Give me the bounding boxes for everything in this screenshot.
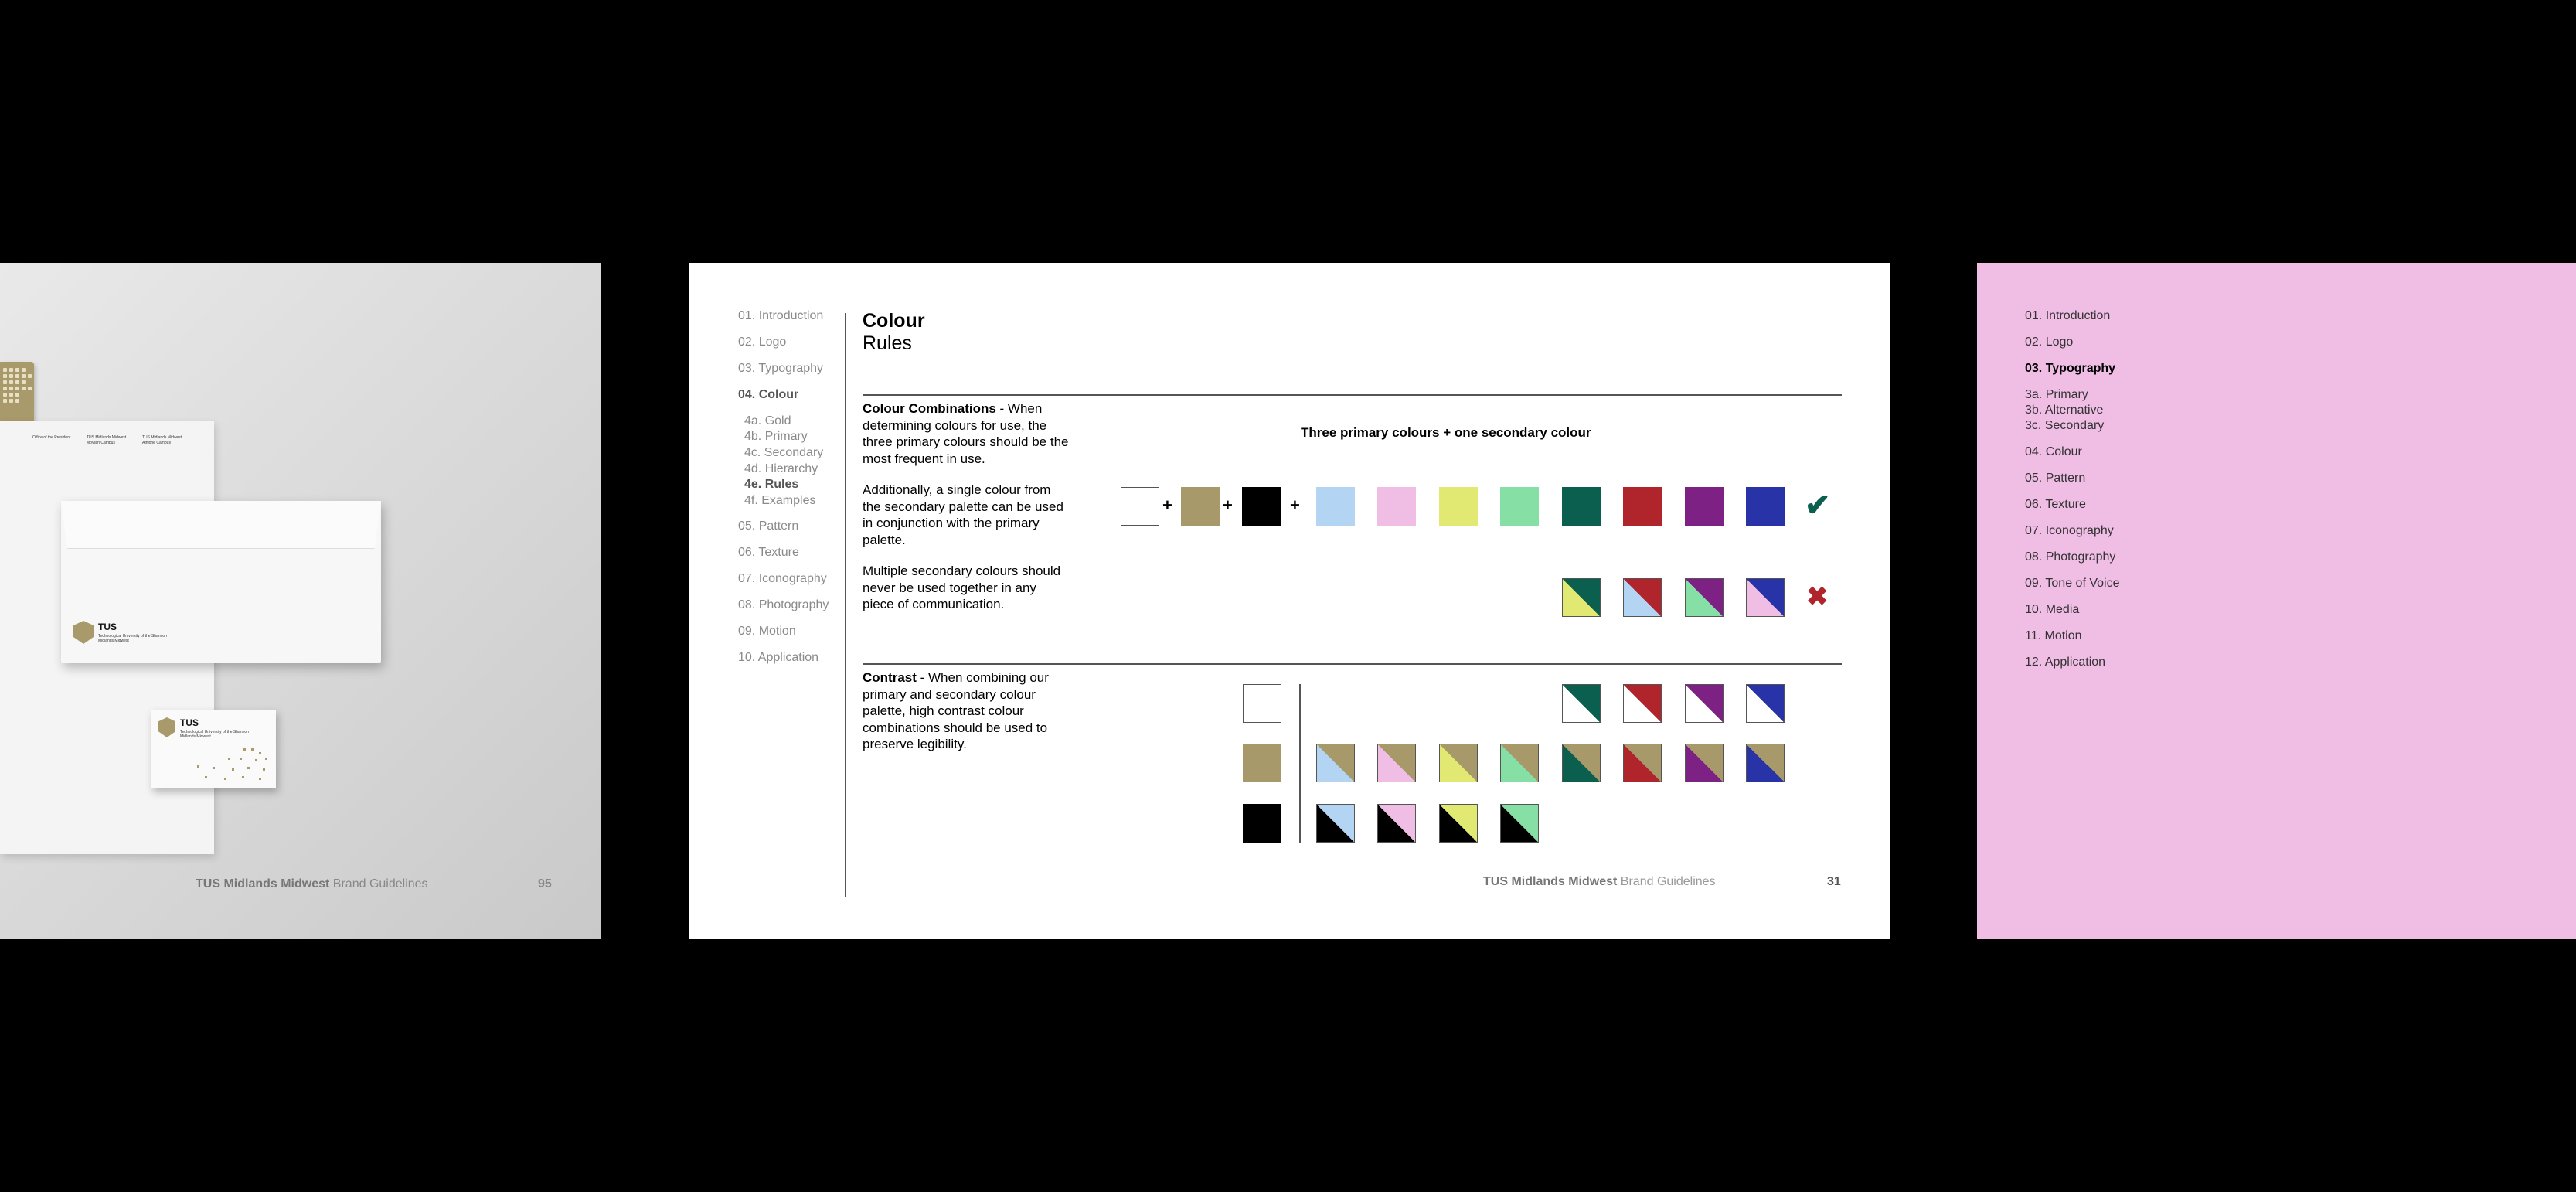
contrast-text: Contrast - When combining our primary and secondary colour palette, high contrast colour combinations should be used to preserve legibility.: [863, 670, 1049, 751]
previous-page[interactable]: [0, 263, 601, 939]
swatch-red-light-blue: [1623, 578, 1662, 617]
swatch-gold-red: [1623, 744, 1662, 782]
nav-item-application[interactable]: 10. Application: [738, 651, 819, 664]
nav-item-primary[interactable]: 4b. Primary: [744, 430, 808, 443]
nav-item-photography[interactable]: 08. Photography: [2025, 550, 2116, 564]
envelope-brand: TUS: [98, 622, 117, 632]
nav-item-gold[interactable]: 4a. Gold: [744, 414, 791, 427]
stationery-column: TUS Midlands Midwest Athlone Campus: [142, 435, 182, 445]
page-number: 31: [1827, 875, 1841, 888]
swatch-yellow: [1439, 487, 1478, 526]
swatch-blue: [1746, 487, 1785, 526]
nav-item-texture[interactable]: 06. Texture: [2025, 498, 2086, 511]
nav-item-texture[interactable]: 06. Texture: [738, 546, 799, 559]
nav-item-motion[interactable]: 09. Motion: [738, 625, 796, 638]
left-footer: TUS Midlands Midwest Brand Guidelines: [196, 877, 428, 891]
swatch-gold-yellow: [1439, 744, 1478, 782]
nav-item-examples[interactable]: 4f. Examples: [744, 494, 816, 507]
swatch-gold-pink: [1377, 744, 1416, 782]
envelope-address: Technological University of the Shannon Midlands Midwest: [98, 634, 167, 643]
nav-item-application[interactable]: 12. Application: [2025, 656, 2106, 669]
nav-item-hierarchy[interactable]: 4d. Hierarchy: [744, 462, 818, 475]
nav-item-typography[interactable]: 03. Typography: [738, 362, 824, 375]
page-subtitle: Rules: [863, 332, 912, 354]
stationery-column: Office of the President: [32, 435, 71, 440]
nav-item-secondary[interactable]: 3c. Secondary: [2025, 419, 2105, 432]
nav-item-logo[interactable]: 02. Logo: [2025, 335, 2074, 349]
swatch-mint-black: [1500, 804, 1539, 843]
swatch-gold-light-blue: [1316, 744, 1355, 782]
nav-item-alternative[interactable]: 3b. Alternative: [2025, 404, 2104, 417]
nav-item-photography[interactable]: 08. Photography: [738, 598, 829, 611]
envelope: [61, 501, 381, 663]
plus-icon: +: [1162, 496, 1172, 515]
current-page: [689, 263, 1890, 939]
envelope-flap: [61, 501, 381, 549]
section-divider: [863, 663, 1842, 665]
card-brand: TUS: [180, 717, 199, 728]
swatch-blue-white: [1746, 684, 1785, 723]
swatch-teal-white: [1562, 684, 1601, 723]
nav-item-colour[interactable]: 04. Colour: [738, 388, 799, 401]
nav-item-primary[interactable]: 3a. Primary: [2025, 388, 2088, 401]
nav-item-pattern[interactable]: 05. Pattern: [2025, 472, 2086, 485]
nav-item-tone-of-voice[interactable]: 09. Tone of Voice: [2025, 577, 2120, 590]
swatch-red-white: [1623, 684, 1662, 723]
swatch-pink: [1377, 487, 1416, 526]
swatch-blue-pink: [1746, 578, 1785, 617]
swatch-red: [1623, 487, 1662, 526]
swatch-white: [1243, 684, 1281, 723]
combinations-warning: Multiple secondary colours should never be used together in any piece of communication.: [863, 564, 1061, 611]
swatch-gold: [1243, 744, 1281, 782]
nav-item-iconography[interactable]: 07. Iconography: [2025, 524, 2114, 537]
swatch-pink-black: [1377, 804, 1416, 843]
swatch-gold-purple: [1685, 744, 1724, 782]
crest-logo-icon: [158, 717, 175, 737]
gold-pattern-card: [0, 362, 34, 424]
swatch-teal-yellow: [1562, 578, 1601, 617]
combinations-intro: Colour Combinations - When determining colours for use, the three primary colours should be the most frequent in use.: [863, 401, 1069, 466]
nav-item-introduction[interactable]: 01. Introduction: [738, 309, 824, 322]
plus-icon: +: [1223, 496, 1233, 515]
nav-item-media[interactable]: 10. Media: [2025, 603, 2080, 616]
cross-icon: ✖: [1806, 582, 1829, 611]
business-card: [151, 710, 276, 788]
nav-item-colour[interactable]: 04. Colour: [2025, 445, 2082, 458]
swatch-black: [1243, 804, 1281, 843]
swatch-light-blue-black: [1316, 804, 1355, 843]
swatch-yellow-black: [1439, 804, 1478, 843]
swatch-gold-mint: [1500, 744, 1539, 782]
nav-item-motion[interactable]: 11. Motion: [2025, 629, 2082, 642]
nav-divider: [845, 313, 846, 897]
section-divider: [863, 394, 1842, 396]
swatch-white: [1121, 487, 1159, 526]
plus-icon: +: [1290, 496, 1300, 515]
stationery-column: TUS Midlands Midwest Moylish Campus: [87, 435, 127, 445]
next-page[interactable]: [1977, 263, 2576, 939]
page-title: Colour: [863, 310, 925, 332]
swatch-mint: [1500, 487, 1539, 526]
crest-logo-icon: [73, 621, 94, 644]
left-page-number: 95: [538, 877, 552, 891]
nav-item-typography[interactable]: 03. Typography: [2025, 362, 2116, 375]
page-footer: TUS Midlands Midwest Brand Guidelines: [1483, 875, 1716, 888]
contrast-divider: [1299, 684, 1301, 843]
nav-item-introduction[interactable]: 01. Introduction: [2025, 309, 2111, 322]
checkmark-icon: ✔: [1805, 489, 1831, 523]
nav-item-secondary[interactable]: 4c. Secondary: [744, 446, 824, 459]
swatch-teal: [1562, 487, 1601, 526]
swatch-black: [1242, 487, 1281, 526]
swatch-gold-blue: [1746, 744, 1785, 782]
nav-item-rules[interactable]: 4e. Rules: [744, 478, 799, 491]
nav-item-iconography[interactable]: 07. Iconography: [738, 572, 827, 585]
nav-item-logo[interactable]: 02. Logo: [738, 335, 787, 349]
swatch-purple: [1685, 487, 1724, 526]
nav-item-pattern[interactable]: 05. Pattern: [738, 519, 799, 533]
combinations-caption: Three primary colours + one secondary colour: [1301, 425, 1591, 440]
swatch-gold: [1181, 487, 1220, 526]
swatch-gold-teal: [1562, 744, 1601, 782]
card-address: Technological University of the Shannon Midlands Midwest: [180, 730, 249, 739]
swatch-light-blue: [1316, 487, 1355, 526]
swatch-purple-mint: [1685, 578, 1724, 617]
swatch-purple-white: [1685, 684, 1724, 723]
combinations-secondary: Additionally, a single colour from the secondary palette can be used in conjunction with the primary palette.: [863, 482, 1063, 547]
